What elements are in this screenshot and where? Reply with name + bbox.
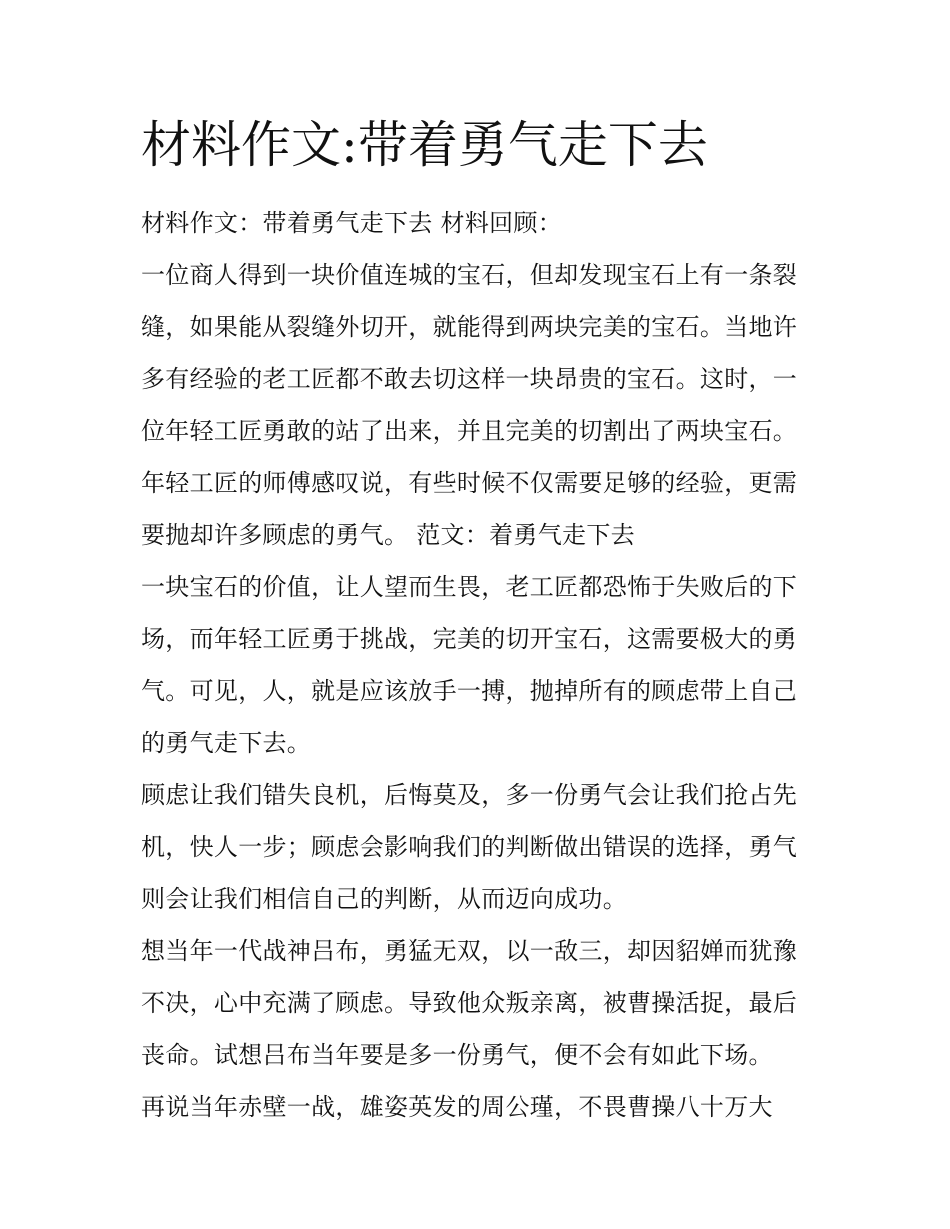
document-title: 材料作文:带着勇气走下去	[141, 116, 708, 174]
text-line: 再说当年赤壁一战，雄姿英发的周公瑾，不畏曹操八十万大	[141, 1093, 773, 1121]
text-line: 机，快人一步；顾虑会影响我们的判断做出错误的选择，勇气	[141, 833, 798, 861]
text-line: 的勇气走下去。	[141, 729, 312, 757]
text-line: 缝，如果能从裂缝外切开，就能得到两块完美的宝石。当地许	[141, 313, 798, 341]
text-line: 不决，心中充满了顾虑。导致他众叛亲离，被曹操活捉，最后	[141, 989, 798, 1017]
text-line: 一块宝石的价值，让人望而生畏，老工匠都恐怖于失败后的下	[141, 573, 798, 601]
text-line: 年轻工匠的师傅感叹说，有些时候不仅需要足够的经验，更需	[141, 469, 798, 497]
text-line: 气。可见，人，就是应该放手一搏，抛掉所有的顾虑带上自己	[141, 677, 798, 705]
text-line: 顾虑让我们错失良机，后悔莫及，多一份勇气会让我们抢占先	[141, 781, 798, 809]
text-line: 要抛却许多顾虑的勇气。 范文：着勇气走下去	[141, 521, 635, 549]
text-line: 材料作文：带着勇气走下去 材料回顾：	[141, 209, 563, 237]
text-line: 场，而年轻工匠勇于挑战，完美的切开宝石，这需要极大的勇	[141, 625, 798, 653]
document-body	[141, 205, 821, 1141]
text-line: 多有经验的老工匠都不敢去切这样一块昂贵的宝石。这时，一	[141, 365, 798, 393]
text-line: 想当年一代战神吕布，勇猛无双，以一敌三，却因貂婵而犹豫	[141, 937, 798, 965]
text-line: 则会让我们相信自己的判断，从而迈向成功。	[141, 885, 627, 913]
text-line: 位年轻工匠勇敢的站了出来，并且完美的切割出了两块宝石。	[141, 417, 798, 445]
text-line: 丧命。试想吕布当年要是多一份勇气，便不会有如此下场。	[141, 1041, 773, 1069]
text-line: 一位商人得到一块价值连城的宝石，但却发现宝石上有一条裂	[141, 261, 798, 289]
